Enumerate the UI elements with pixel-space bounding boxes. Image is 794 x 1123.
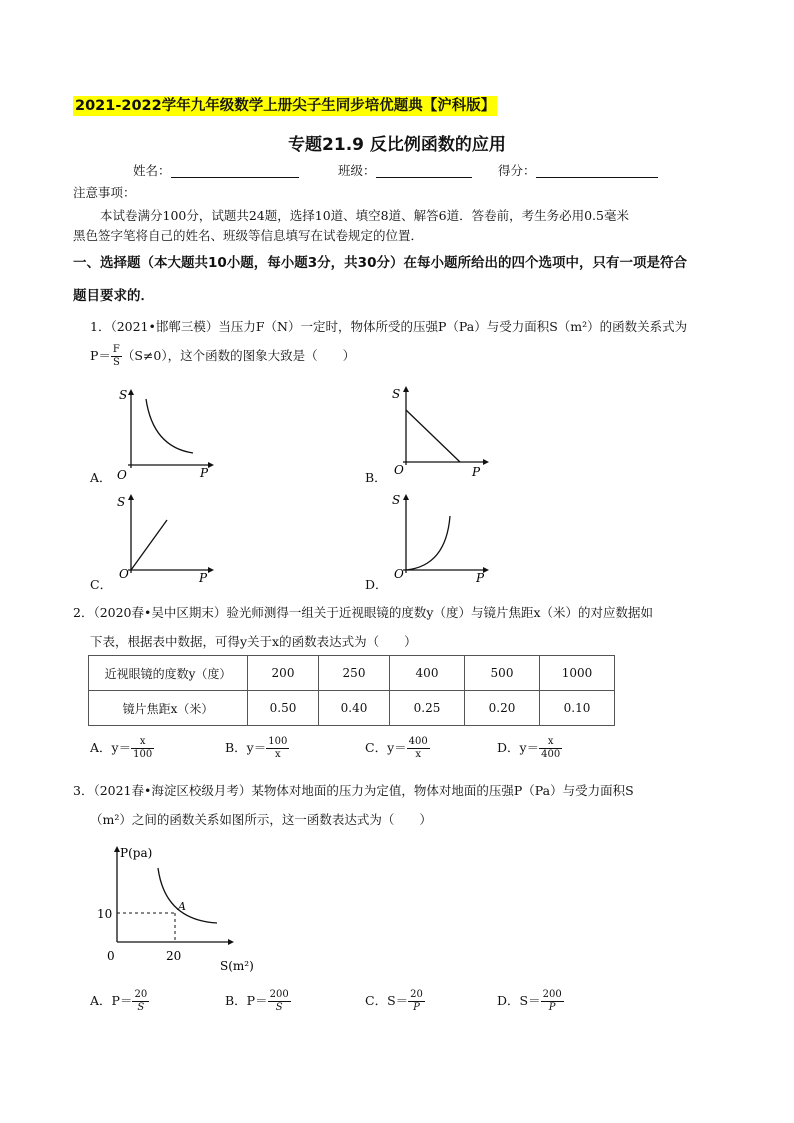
q1-option-b[interactable]: B．	[365, 470, 387, 485]
q2-row2-cell: 0.40	[319, 691, 390, 726]
q1-formula-lhs: P＝	[90, 348, 111, 363]
q1-d-axis-y: S	[392, 493, 401, 507]
q1-option-c[interactable]: C．	[90, 577, 113, 592]
notice-heading: 注意事项：	[73, 185, 136, 200]
q1-graph-c	[113, 490, 233, 590]
q1-b-line	[406, 410, 460, 462]
q3-option-c-label: C．S＝	[365, 993, 409, 1008]
q3-x-label: S(m²)	[220, 959, 254, 973]
q2-row2-cell: 0.20	[465, 691, 540, 726]
q2-row2-cell: 0.10	[540, 691, 615, 726]
score-blank[interactable]	[536, 163, 658, 178]
q1-b-origin: O	[394, 463, 404, 477]
q2-option-b[interactable]	[225, 736, 289, 761]
score-label: 得分：	[498, 163, 536, 178]
q1-c-line	[131, 520, 167, 570]
q3-option-b-label: B．P＝	[225, 993, 268, 1008]
q1-graph-b	[388, 382, 508, 482]
q2-option-c-fraction	[407, 736, 430, 761]
q1-c-axis-y: S	[117, 495, 126, 509]
name-field[interactable]	[133, 161, 299, 179]
q2-row1-cell: 200	[248, 656, 319, 691]
q1-option-d[interactable]: D．	[365, 577, 388, 592]
q3-stem-line-2: （m²）之间的函数关系如图所示，这一函数表达式为（ ）	[90, 812, 432, 827]
q2-option-d-num: x	[539, 736, 562, 749]
q3-graph	[93, 840, 273, 975]
q1-c-axis-x: P	[199, 571, 208, 585]
q3-option-a-label: A．P＝	[90, 993, 133, 1008]
q2-row1-label: 近视眼镜的度数y（度）	[89, 656, 248, 691]
notice-line-1: 本试卷满分100分，试题共24题，选择10道、填空8道、解答6道．答卷前，考生务必用0.5毫米	[100, 208, 629, 223]
q2-option-d-label: D．y＝	[497, 740, 540, 755]
q2-option-b-label: B．y＝	[225, 740, 267, 755]
q1-formula-numerator: F	[112, 344, 120, 355]
q2-stem-line-1: 2．（2020春•吴中区期末）验光师测得一组关于近视眼镜的度数y（度）与镜片焦距x（米）的对应数据如	[73, 605, 654, 620]
q3-option-b-den: S	[275, 1002, 283, 1013]
q3-x-tick: 20	[166, 949, 182, 963]
q1-c-origin: O	[119, 567, 129, 581]
q1-d-origin: O	[394, 567, 404, 581]
q2-stem-line-2: 下表，根据表中数据，可得y关于x的函数表达式为（ ）	[90, 634, 417, 649]
q3-curve	[158, 868, 217, 923]
q1-d-curve	[406, 516, 450, 570]
q3-option-c-den: P	[413, 1002, 420, 1013]
name-label: 姓名：	[133, 163, 171, 178]
q2-row2-label: 镜片焦距x（米）	[89, 691, 248, 726]
q3-option-c[interactable]	[365, 989, 425, 1014]
q3-option-d-fraction	[541, 989, 564, 1014]
q2-option-a-fraction	[131, 736, 154, 761]
q2-option-d-den: 400	[541, 749, 561, 760]
q2-row2-cell: 0.25	[390, 691, 465, 726]
q1-graph-d	[388, 490, 508, 590]
q2-row1-cell: 250	[319, 656, 390, 691]
q1-stem-line-1: 1．（2021•邯郸三模）当压力F（N）一定时，物体所受的压强P（Pa）与受力面积S（m²）的函数关系式为	[90, 319, 688, 334]
q2-option-c-num: 400	[408, 736, 428, 747]
table-row	[89, 656, 615, 691]
q3-y-label: P(pa)	[120, 846, 153, 860]
name-blank[interactable]	[171, 163, 299, 178]
q1-graph-a	[113, 385, 233, 485]
q1-a-origin: O	[117, 468, 127, 482]
q3-option-d[interactable]	[497, 989, 564, 1014]
q1-a-axis-x: P	[200, 466, 209, 480]
q2-row1-cell: 500	[465, 656, 540, 691]
q3-option-b-num: 200	[269, 989, 289, 1000]
q1-stem-line-2-text: （S≠0），这个函数的图象大致是（ ）	[121, 348, 356, 363]
q2-row2-cell: 0.50	[248, 691, 319, 726]
q2-row1-cell: 400	[390, 656, 465, 691]
q2-option-b-fraction	[266, 736, 289, 761]
q3-option-d-label: D．S＝	[497, 993, 541, 1008]
q2-data-table	[88, 655, 615, 726]
q3-option-c-fraction	[408, 989, 425, 1014]
q1-b-axis-y: S	[392, 387, 401, 401]
score-field[interactable]	[498, 161, 658, 179]
q2-option-c-label: C．y＝	[365, 740, 407, 755]
q3-option-a-fraction	[132, 989, 149, 1014]
q3-option-b-fraction	[268, 989, 291, 1014]
q3-option-a-num: 20	[134, 989, 148, 1000]
section-heading-line-1: 一、选择题（本大题共10小题，每小题3分，共30分）在每小题所给出的四个选项中，只有一项是符合	[73, 255, 687, 271]
q3-option-a[interactable]	[90, 989, 149, 1014]
table-row	[89, 691, 615, 726]
class-blank[interactable]	[376, 163, 472, 178]
q1-a-curve	[146, 399, 193, 453]
q2-option-a-num: x	[131, 736, 154, 749]
q2-option-b-num: 100	[268, 736, 288, 747]
q3-option-d-num: 200	[542, 989, 562, 1000]
section-heading-line-2: 题目要求的．	[73, 288, 154, 304]
q2-option-b-den: x	[274, 749, 281, 760]
q1-a-axis-y: S	[119, 388, 128, 402]
class-label: 班级：	[338, 163, 376, 178]
q2-option-a-den: 100	[133, 749, 153, 760]
q3-point-label: A	[178, 900, 186, 913]
q2-option-a[interactable]	[90, 736, 154, 761]
q1-formula-fraction	[111, 344, 122, 369]
q3-option-d-den: P	[548, 1002, 556, 1013]
q2-option-a-label: A．y＝	[90, 740, 132, 755]
q2-row1-cell: 1000	[540, 656, 615, 691]
q2-option-c-den: x	[415, 749, 421, 760]
q2-option-c[interactable]	[365, 736, 430, 761]
notice-line-2: 黑色签字笔将自己的姓名、班级等信息填写在试卷规定的位置．	[73, 228, 424, 243]
q3-y-tick: 10	[97, 907, 113, 921]
q1-b-axis-x: P	[472, 465, 481, 479]
q1-stem-line-2	[90, 344, 355, 369]
q1-d-axis-x: P	[476, 571, 485, 585]
q3-option-a-den: S	[137, 1002, 145, 1013]
q3-option-b[interactable]	[225, 989, 291, 1014]
q3-option-c-num: 20	[410, 989, 423, 1000]
header-banner: 2021-2022学年九年级数学上册尖子生同步培优题典【沪科版】	[75, 98, 496, 114]
class-field[interactable]	[338, 161, 472, 179]
q1-formula-denominator: S	[112, 357, 120, 368]
q3-origin: 0	[107, 949, 115, 963]
page-title: 专题21.9 反比例函数的应用	[288, 135, 506, 155]
q2-option-d[interactable]	[497, 736, 562, 761]
q1-option-a[interactable]: A．	[90, 470, 112, 485]
q2-option-d-fraction	[539, 736, 562, 761]
q3-stem-line-1: 3．（2021春•海淀区校级月考）某物体对地面的压力为定值，物体对地面的压强P（Pa）与受力面积S	[73, 783, 634, 798]
